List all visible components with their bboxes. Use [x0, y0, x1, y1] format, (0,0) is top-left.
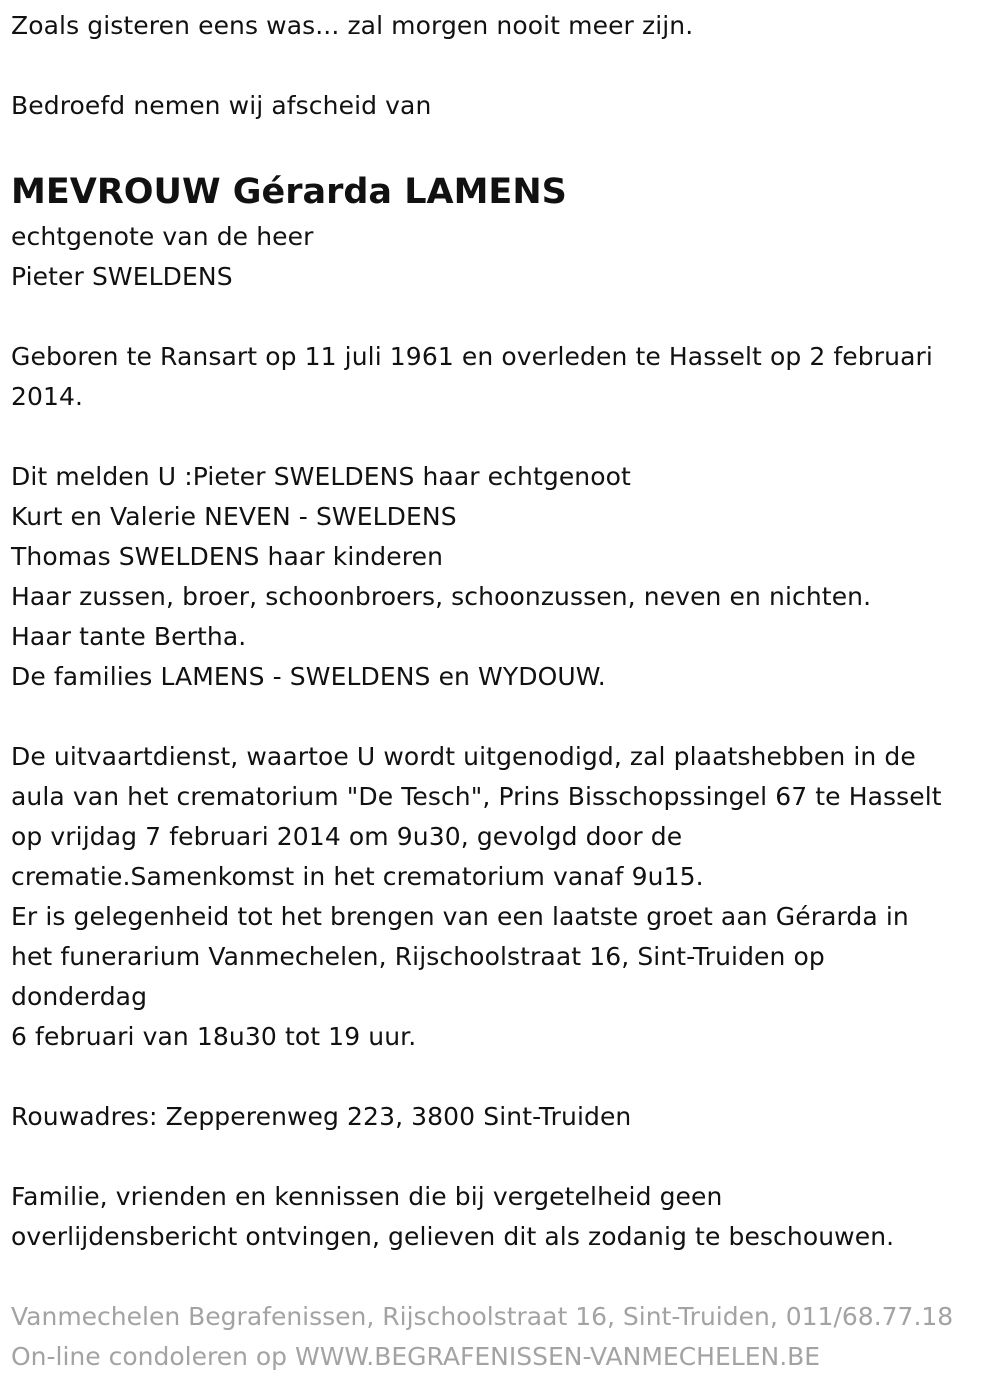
service-line: Er is gelegenheid tot het brengen van een laatste groet aan Gérarda in [11, 902, 909, 931]
family-line: Haar tante Bertha. [11, 622, 247, 651]
service-details [11, 737, 996, 1057]
announcement-line: Bedroefd nemen wij afscheid van [11, 91, 432, 120]
family-line: De families LAMENS - SWELDENS en WYDOUW. [11, 662, 606, 691]
footer-company: Vanmechelen Begrafenissen, Rijschoolstraat 16, Sint-Truiden, 011/68.77.18 [11, 1302, 954, 1331]
death-notice [11, 0, 996, 1377]
footer [11, 1297, 996, 1377]
footer-condolences: On-line condoleren op WWW.BEGRAFENISSEN-VANMECHELEN.BE [11, 1342, 821, 1371]
spouse-line-1: echtgenote van de heer [11, 222, 314, 251]
spacer [11, 697, 996, 737]
family-line: Dit melden U :Pieter SWELDENS haar echtgenoot [11, 462, 631, 491]
spacer [11, 46, 996, 86]
spacer [11, 1057, 996, 1097]
service-line: De uitvaartdienst, waartoe U wordt uitgenodigd, zal plaatshebben in de [11, 742, 916, 771]
deceased-name: MEVROUW Gérarda LAMENS [11, 172, 567, 212]
family-line: Haar zussen, broer, schoonbroers, schoonzussen, neven en nichten. [11, 582, 872, 611]
spacer [11, 126, 996, 166]
family-list [11, 457, 996, 697]
spacer [11, 297, 996, 337]
notice-block [11, 1177, 996, 1257]
family-line: Kurt en Valerie NEVEN - SWELDENS [11, 502, 457, 531]
spacer [11, 417, 996, 457]
service-line: aula van het crematorium "De Tesch", Prins Bisschopssingel 67 te Hasselt [11, 782, 942, 811]
spacer [11, 1137, 996, 1177]
birth-death-line-2: 2014. [11, 382, 84, 411]
service-line: crematie.Samenkomst in het crematorium vanaf 9u15. [11, 862, 704, 891]
service-line: op vrijdag 7 februari 2014 om 9u30, gevolgd door de [11, 822, 683, 851]
spouse-line-2: Pieter SWELDENS [11, 262, 233, 291]
service-line: het funerarium Vanmechelen, Rijschoolstraat 16, Sint-Truiden op [11, 942, 825, 971]
spacer [11, 1257, 996, 1297]
notice-line: overlijdensbericht ontvingen, gelieven dit als zodanig te beschouwen. [11, 1222, 895, 1251]
service-line: donderdag [11, 982, 148, 1011]
intro-quote: Zoals gisteren eens was... zal morgen nooit meer zijn. [11, 11, 694, 40]
notice-line: Familie, vrienden en kennissen die bij vergetelheid geen [11, 1182, 723, 1211]
birth-death-line-1: Geboren te Ransart op 11 juli 1961 en overleden te Hasselt op 2 februari [11, 342, 933, 371]
mourning-address: Rouwadres: Zepperenweg 223, 3800 Sint-Truiden [11, 1102, 632, 1131]
service-line: 6 februari van 18u30 tot 19 uur. [11, 1022, 417, 1051]
family-line: Thomas SWELDENS haar kinderen [11, 542, 444, 571]
